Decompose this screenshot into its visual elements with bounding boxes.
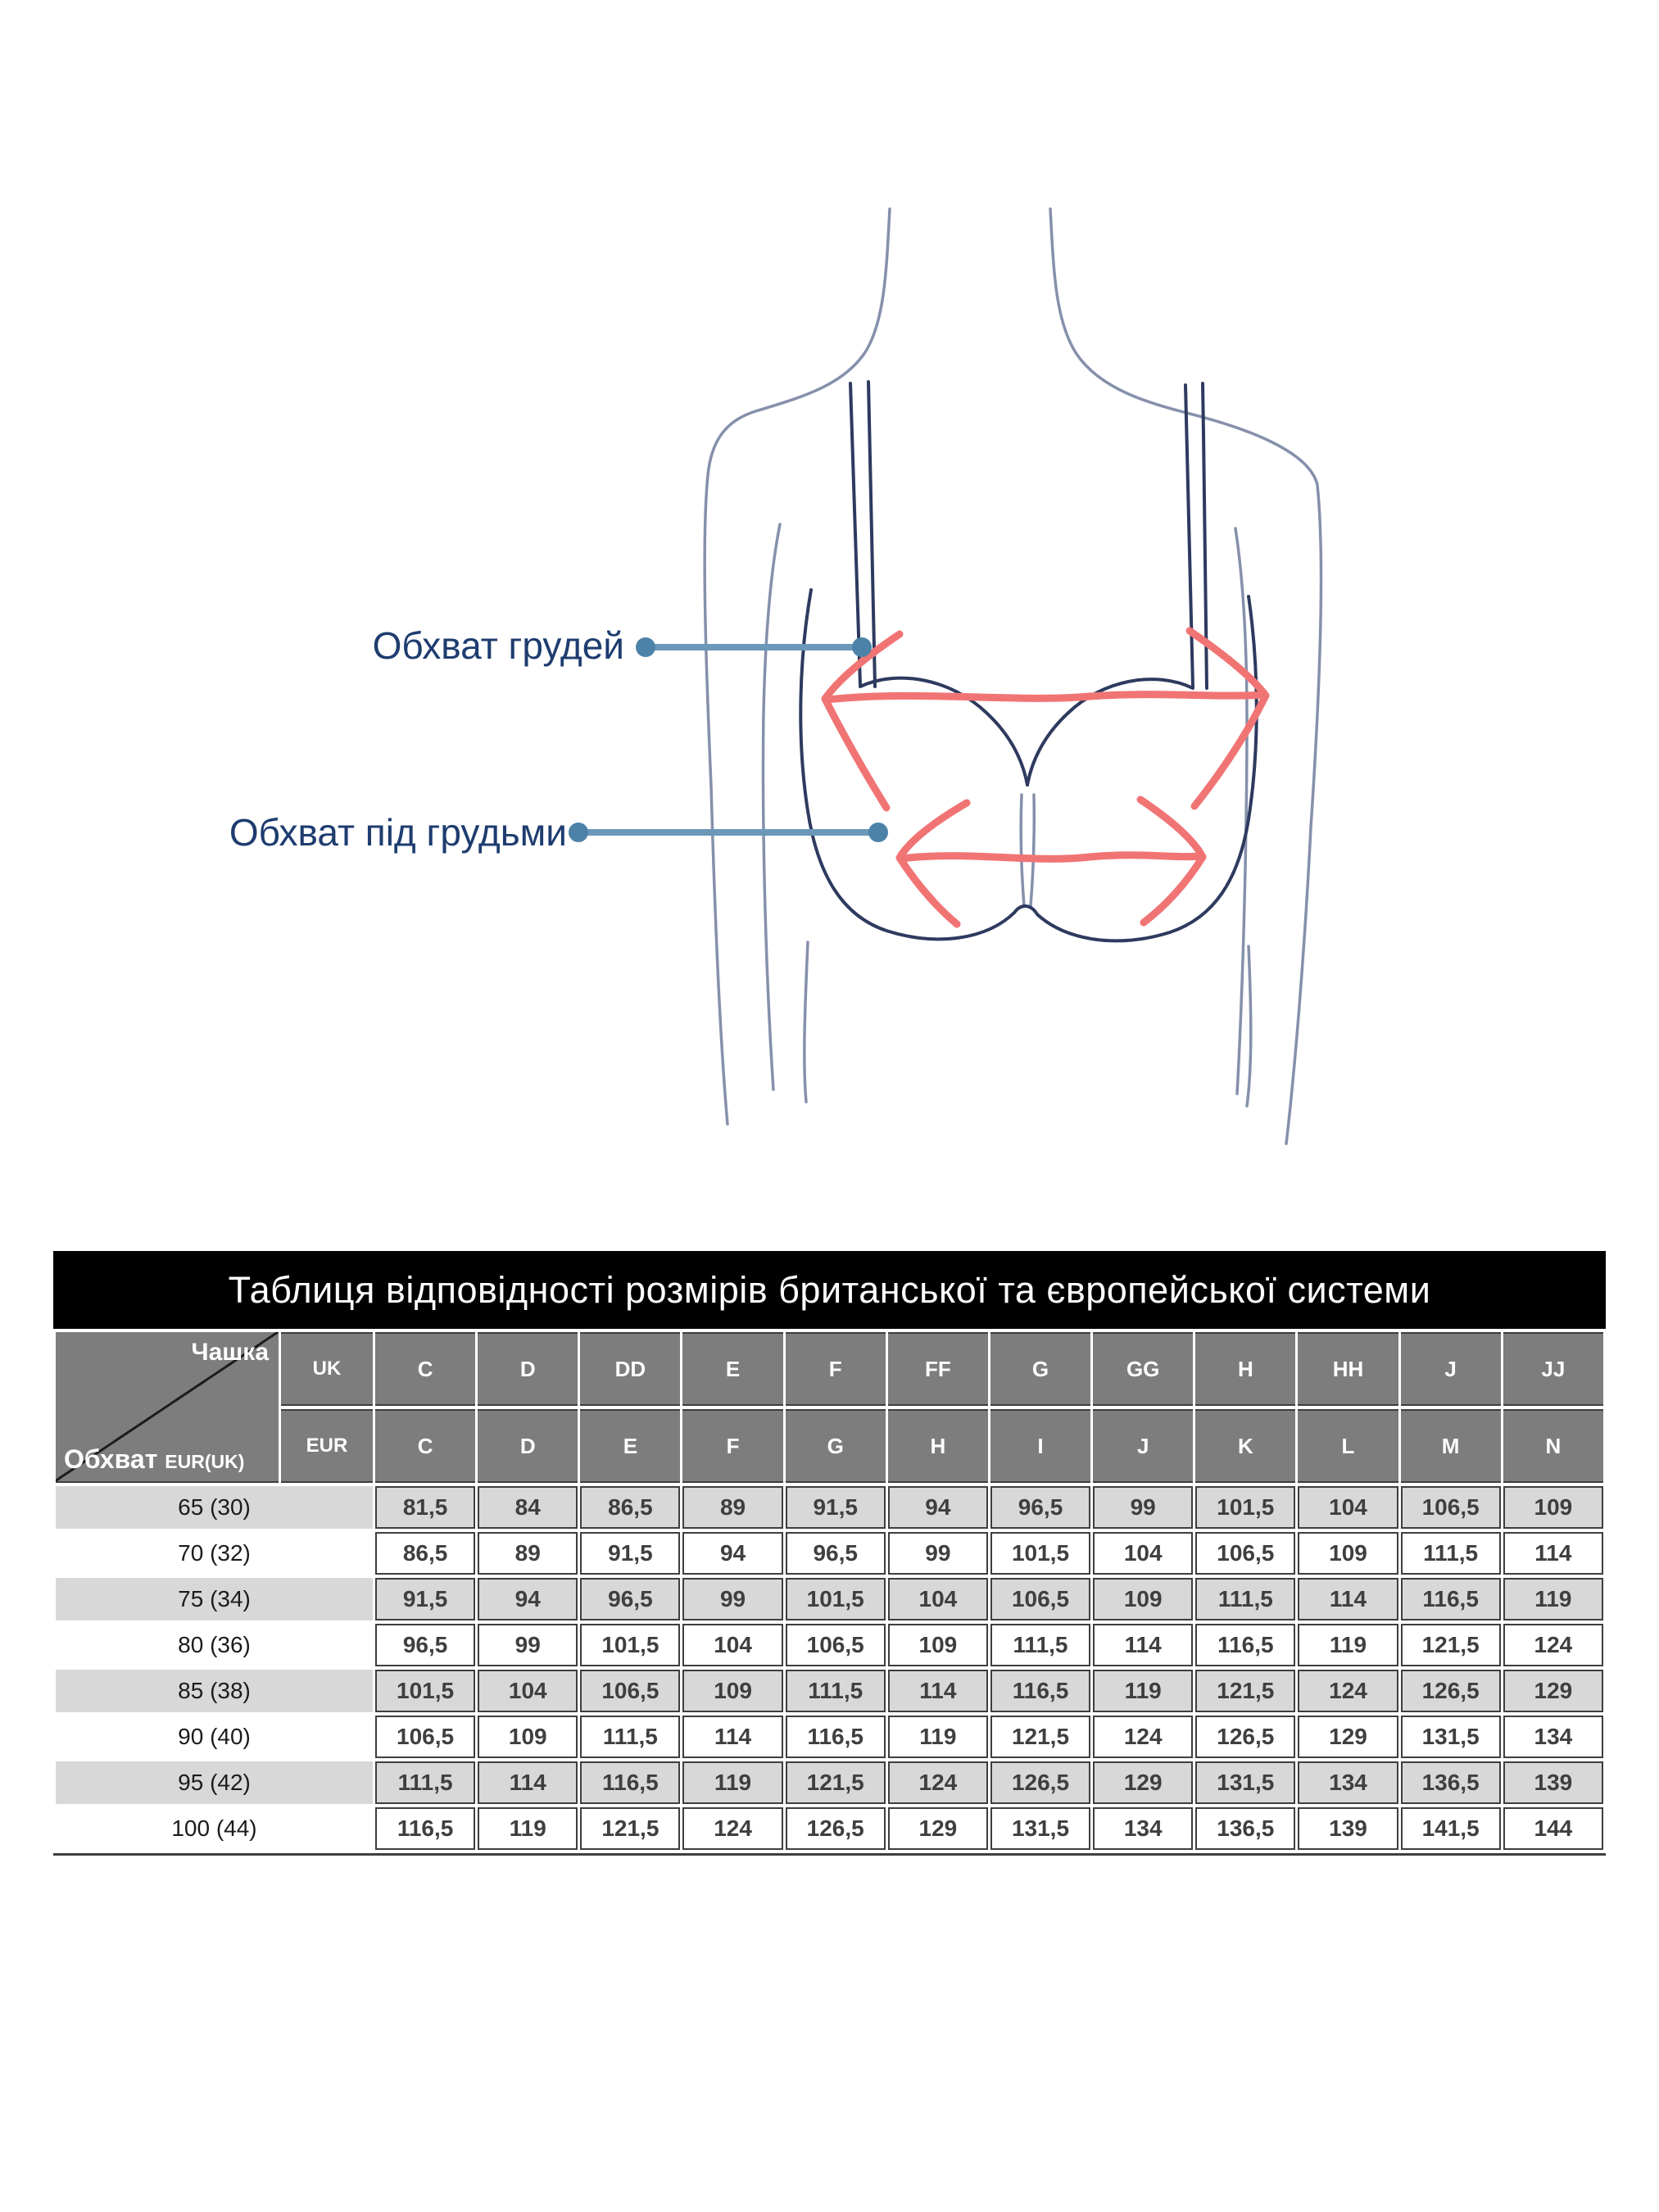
cup-header-uk: J: [1401, 1332, 1501, 1406]
cup-header-eur: I: [990, 1409, 1090, 1483]
measurement-value: 114: [1093, 1624, 1193, 1666]
measurement-value: 121,5: [580, 1807, 680, 1850]
size-row: [56, 1486, 1603, 1529]
measurement-value: 116,5: [1401, 1578, 1501, 1620]
measurement-value: 96,5: [580, 1578, 680, 1620]
measurement-value: 116,5: [786, 1716, 886, 1758]
measurement-value: 94: [478, 1578, 578, 1620]
underbust-leader-line: [569, 823, 888, 842]
cup-header-uk: DD: [580, 1332, 680, 1406]
band-size-label: 65 (30): [56, 1486, 373, 1529]
measurement-value: 111,5: [1195, 1578, 1295, 1620]
size-row: [56, 1716, 1603, 1758]
measurement-value: 124: [1298, 1670, 1398, 1712]
measurement-value: 101,5: [580, 1624, 680, 1666]
measurement-value: 101,5: [1195, 1486, 1295, 1529]
measurement-value: 96,5: [786, 1532, 886, 1575]
header-row-eur: [56, 1409, 1603, 1483]
measurement-value: 119: [478, 1807, 578, 1850]
size-chart-title: Таблиця відповідності розмірів британської та європейської системи: [53, 1251, 1606, 1329]
measurement-value: 136,5: [1195, 1807, 1295, 1850]
measurement-value: 106,5: [786, 1624, 886, 1666]
measurement-value: 89: [478, 1532, 578, 1575]
measurement-value: 109: [1503, 1486, 1603, 1529]
size-row: [56, 1624, 1603, 1666]
cup-header-eur: E: [580, 1409, 680, 1483]
size-row: [56, 1670, 1603, 1712]
measurement-value: 91,5: [375, 1578, 475, 1620]
measurement-value: 114: [888, 1670, 988, 1712]
measurement-value: 141,5: [1401, 1807, 1501, 1850]
system-label-eur: EUR: [281, 1409, 373, 1483]
measurement-value: 111,5: [1401, 1532, 1501, 1575]
measurement-value: 106,5: [990, 1578, 1090, 1620]
cup-header-eur: D: [478, 1409, 578, 1483]
bust-leader-line: [636, 637, 872, 657]
cup-header-uk: H: [1195, 1332, 1295, 1406]
cup-header-eur: M: [1401, 1409, 1501, 1483]
measurement-value: 119: [682, 1761, 782, 1804]
measurement-value: 104: [682, 1624, 782, 1666]
size-chart-body: [56, 1486, 1603, 1850]
cup-header-eur: L: [1298, 1409, 1398, 1483]
corner-cell: [56, 1332, 279, 1483]
cup-header-uk: D: [478, 1332, 578, 1406]
measurement-value: 111,5: [580, 1716, 680, 1758]
cup-header-uk: HH: [1298, 1332, 1398, 1406]
measurement-value: 121,5: [1195, 1670, 1295, 1712]
measurement-value: 94: [888, 1486, 988, 1529]
measurement-value: 101,5: [375, 1670, 475, 1712]
measurement-value: 104: [888, 1578, 988, 1620]
cup-header-uk: G: [990, 1332, 1090, 1406]
measurement-value: 104: [1298, 1486, 1398, 1529]
measurement-value: 101,5: [990, 1532, 1090, 1575]
cup-header-uk: JJ: [1503, 1332, 1603, 1406]
measurement-value: 116,5: [580, 1761, 680, 1804]
cup-axis-label: Чашка: [191, 1339, 269, 1366]
cup-header-uk: C: [375, 1332, 475, 1406]
band-size-label: 90 (40): [56, 1716, 373, 1758]
measurement-value: 126,5: [990, 1761, 1090, 1804]
measurement-value: 116,5: [1195, 1624, 1295, 1666]
underbust-arrow: [900, 800, 1203, 924]
measurement-value: 96,5: [990, 1486, 1090, 1529]
measurement-value: 109: [1298, 1532, 1398, 1575]
measurement-value: 129: [1503, 1670, 1603, 1712]
measurement-value: 136,5: [1401, 1761, 1501, 1804]
measurement-value: 101,5: [786, 1578, 886, 1620]
measurement-value: 119: [1503, 1578, 1603, 1620]
girth-axis-label: Обхват EUR(UK): [64, 1444, 245, 1474]
measurement-value: 99: [888, 1532, 988, 1575]
measurement-value: 144: [1503, 1807, 1603, 1850]
measurement-value: 116,5: [990, 1670, 1090, 1712]
cup-header-uk: FF: [888, 1332, 988, 1406]
measurement-value: 126,5: [1195, 1716, 1295, 1758]
measurement-value: 106,5: [1401, 1486, 1501, 1529]
header-row-uk: [56, 1332, 1603, 1406]
measurement-value: 116,5: [375, 1807, 475, 1850]
cup-header-eur: F: [682, 1409, 782, 1483]
measurement-value: 119: [1298, 1624, 1398, 1666]
cup-header-eur: J: [1093, 1409, 1193, 1483]
size-chart-table: [53, 1329, 1606, 1853]
measurement-value: 111,5: [990, 1624, 1090, 1666]
size-row: [56, 1532, 1603, 1575]
measurement-value: 109: [478, 1716, 578, 1758]
measurement-value: 106,5: [375, 1716, 475, 1758]
measurement-value: 114: [1298, 1578, 1398, 1620]
measurement-value: 91,5: [580, 1532, 680, 1575]
cup-header-uk: GG: [1093, 1332, 1193, 1406]
measurement-value: 99: [1093, 1486, 1193, 1529]
measurement-value: 114: [478, 1761, 578, 1804]
measurement-value: 119: [1093, 1670, 1193, 1712]
measurement-value: 131,5: [1195, 1761, 1295, 1804]
measurement-value: 139: [1503, 1761, 1603, 1804]
measurement-value: 134: [1298, 1761, 1398, 1804]
measurement-value: 121,5: [1401, 1624, 1501, 1666]
measurement-value: 111,5: [375, 1761, 475, 1804]
measurement-value: 131,5: [990, 1807, 1090, 1850]
measurement-value: 99: [478, 1624, 578, 1666]
band-size-label: 85 (38): [56, 1670, 373, 1712]
band-size-label: 75 (34): [56, 1578, 373, 1620]
cup-header-eur: K: [1195, 1409, 1295, 1483]
measurement-value: 99: [682, 1578, 782, 1620]
size-row: [56, 1761, 1603, 1804]
measurement-value: 124: [682, 1807, 782, 1850]
measurement-value: 86,5: [375, 1532, 475, 1575]
size-chart: [53, 1251, 1606, 1856]
cup-header-uk: F: [786, 1332, 886, 1406]
cup-header-eur: G: [786, 1409, 886, 1483]
cup-header-eur: H: [888, 1409, 988, 1483]
measurement-value: 81,5: [375, 1486, 475, 1529]
measurement-value: 124: [1093, 1716, 1193, 1758]
measurement-value: 129: [1298, 1716, 1398, 1758]
bust-arrow: [825, 631, 1266, 808]
measurement-value: 94: [682, 1532, 782, 1575]
measurement-value: 104: [1093, 1532, 1193, 1575]
system-label-uk: UK: [281, 1332, 373, 1406]
measurement-value: 139: [1298, 1807, 1398, 1850]
measurement-value: 86,5: [580, 1486, 680, 1529]
measurement-value: 104: [478, 1670, 578, 1712]
measurement-value: 126,5: [1401, 1670, 1501, 1712]
bust-measure-label: Обхват грудей: [372, 624, 624, 667]
measurement-value: 111,5: [786, 1670, 886, 1712]
measurement-value: 91,5: [786, 1486, 886, 1529]
measurement-value: 134: [1503, 1716, 1603, 1758]
cup-header-eur: N: [1503, 1409, 1603, 1483]
size-row: [56, 1578, 1603, 1620]
measurement-value: 109: [682, 1670, 782, 1712]
measurement-value: 131,5: [1401, 1716, 1501, 1758]
measurement-value: 109: [1093, 1578, 1193, 1620]
torso-outline: [705, 209, 1321, 1144]
measurement-value: 89: [682, 1486, 782, 1529]
measurement-value: 106,5: [580, 1670, 680, 1712]
measurement-value: 84: [478, 1486, 578, 1529]
size-row: [56, 1807, 1603, 1850]
measurement-value: 121,5: [786, 1761, 886, 1804]
cup-header-uk: E: [682, 1332, 782, 1406]
measurement-value: 121,5: [990, 1716, 1090, 1758]
measurement-value: 114: [682, 1716, 782, 1758]
measurement-value: 119: [888, 1716, 988, 1758]
measurement-value: 124: [1503, 1624, 1603, 1666]
band-size-label: 70 (32): [56, 1532, 373, 1575]
measurement-value: 126,5: [786, 1807, 886, 1850]
measurement-value: 109: [888, 1624, 988, 1666]
underbust-measure-label: Обхват під грудьми: [229, 811, 567, 854]
measurement-value: 96,5: [375, 1624, 475, 1666]
measurement-value: 129: [888, 1807, 988, 1850]
band-size-label: 95 (42): [56, 1761, 373, 1804]
cup-header-eur: C: [375, 1409, 475, 1483]
measurement-value: 106,5: [1195, 1532, 1295, 1575]
band-size-label: 80 (36): [56, 1624, 373, 1666]
measurement-value: 114: [1503, 1532, 1603, 1575]
measurement-value: 124: [888, 1761, 988, 1804]
measurement-value: 134: [1093, 1807, 1193, 1850]
band-size-label: 100 (44): [56, 1807, 373, 1850]
measurement-value: 129: [1093, 1761, 1193, 1804]
